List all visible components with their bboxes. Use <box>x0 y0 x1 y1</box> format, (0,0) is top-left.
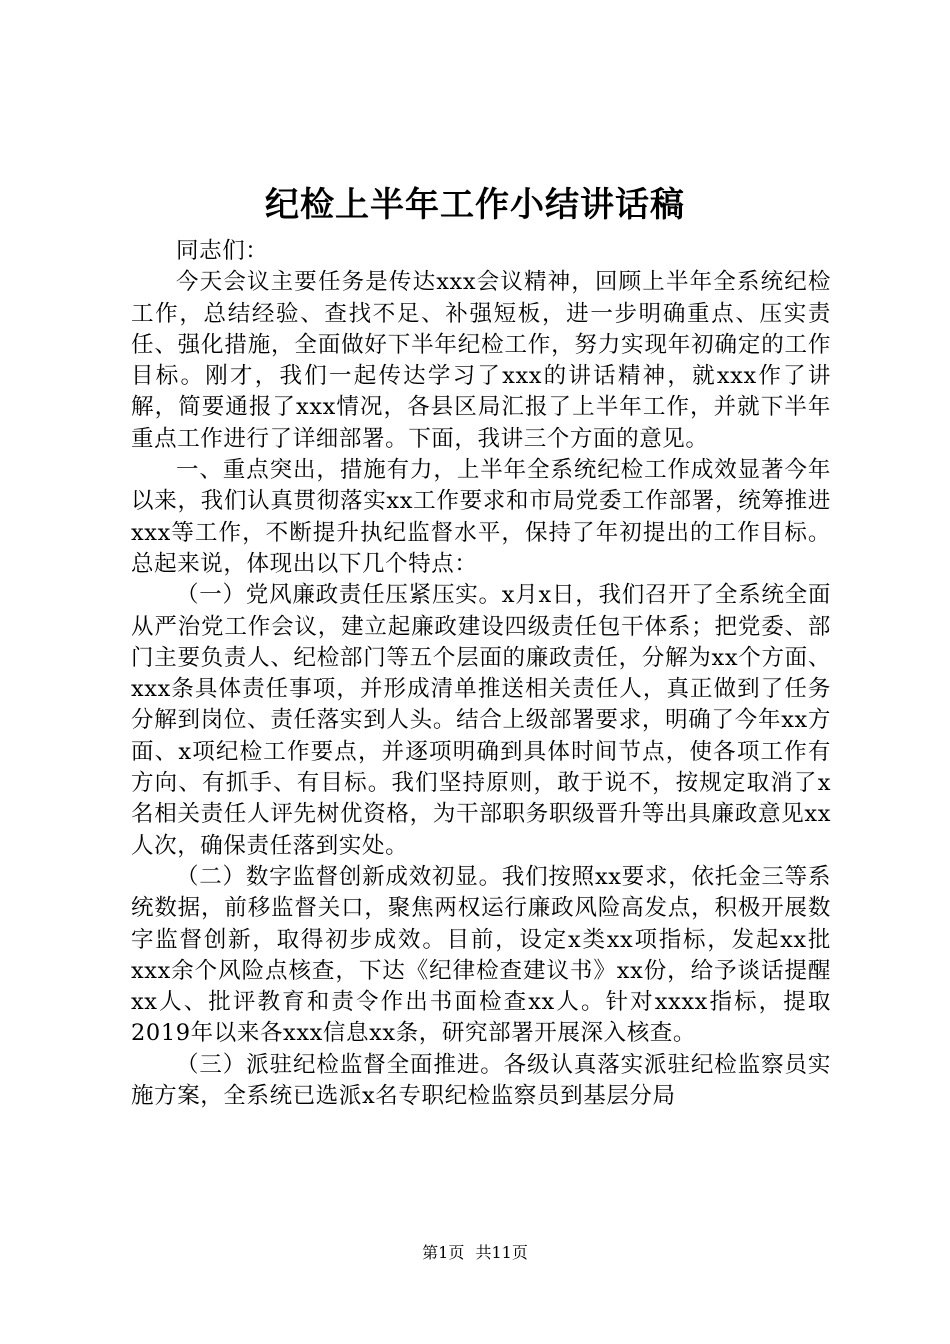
page-number: 第1页 <box>422 1243 465 1262</box>
page-footer <box>0 1242 950 1264</box>
paragraph-point-one: （一）党风廉政责任压紧压实。x月x日，我们召开了全系统全面从严治党工作会议，建立起廉政建设四级责任包干体系；把党委、部门主要负责人、纪检部门等五个层面的廉政责任，分解为xx个方面、xxx条具体责任事项，并形成清单推送相关责任人，真正做到了任务分解到岗位、责任落实到人头。结合上级部署要求，明确了今年xx方面、x项纪检工作要点，并逐项明确到具体时间节点，使各项工作有方向、有抓手、有目标。我们坚持原则，敢于说不，按规定取消了x名相关责任人评先树优资格，为干部职务职级晋升等出具廉政意见xx人次，确保责任落到实处。 <box>131 582 831 859</box>
paragraph-salutation: 同志们： <box>176 238 269 264</box>
paragraph-section-one: 一、重点突出，措施有力，上半年全系统纪检工作成效显著今年以来，我们认真贯彻落实xx工作要求和市局党委工作部署，统筹推进xxx等工作，不断提升执纪监督水平，保持了年初提出的工作目标。总起来说，体现出以下几个特点： <box>131 457 831 577</box>
paragraph-point-two: （二）数字监督创新成效初显。我们按照xx要求，依托金三等系统数据，前移监督关口，聚焦两权运行廉政风险高发点，积极开展数字监督创新，取得初步成效。目前，设定x类xx项指标，发起xx批xxx余个风险点核查，下达《纪律检查建议书》xx份，给予谈话提醒xx人、批评教育和责令作出书面检查xx人。针对xxxx指标，提取2019年以来各xxx信息xx条，研究部署开展深入核查。 <box>131 863 831 1047</box>
paragraph-point-three: （三）派驻纪检监督全面推进。各级认真落实派驻纪检监察员实施方案，全系统已选派x名专职纪检监察员到基层分局 <box>131 1051 831 1110</box>
page-total: 共11页 <box>475 1243 528 1262</box>
paragraph-intro: 今天会议主要任务是传达xxx会议精神，回顾上半年全系统纪检工作，总结经验、查找不足、补强短板，进一步明确重点、压实责任、强化措施，全面做好下半年纪检工作，努力实现年初确定的工作目标。刚才，我们一起传达学习了xxx的讲话精神，就xxx作了讲解，简要通报了xxx情况，各县区局汇报了上半年工作，并就下半年重点工作进行了详细部署。下面，我讲三个方面的意见。 <box>131 269 831 452</box>
document-body <box>131 236 831 1112</box>
document-title: 纪检上半年工作小结讲话稿 <box>265 185 685 225</box>
